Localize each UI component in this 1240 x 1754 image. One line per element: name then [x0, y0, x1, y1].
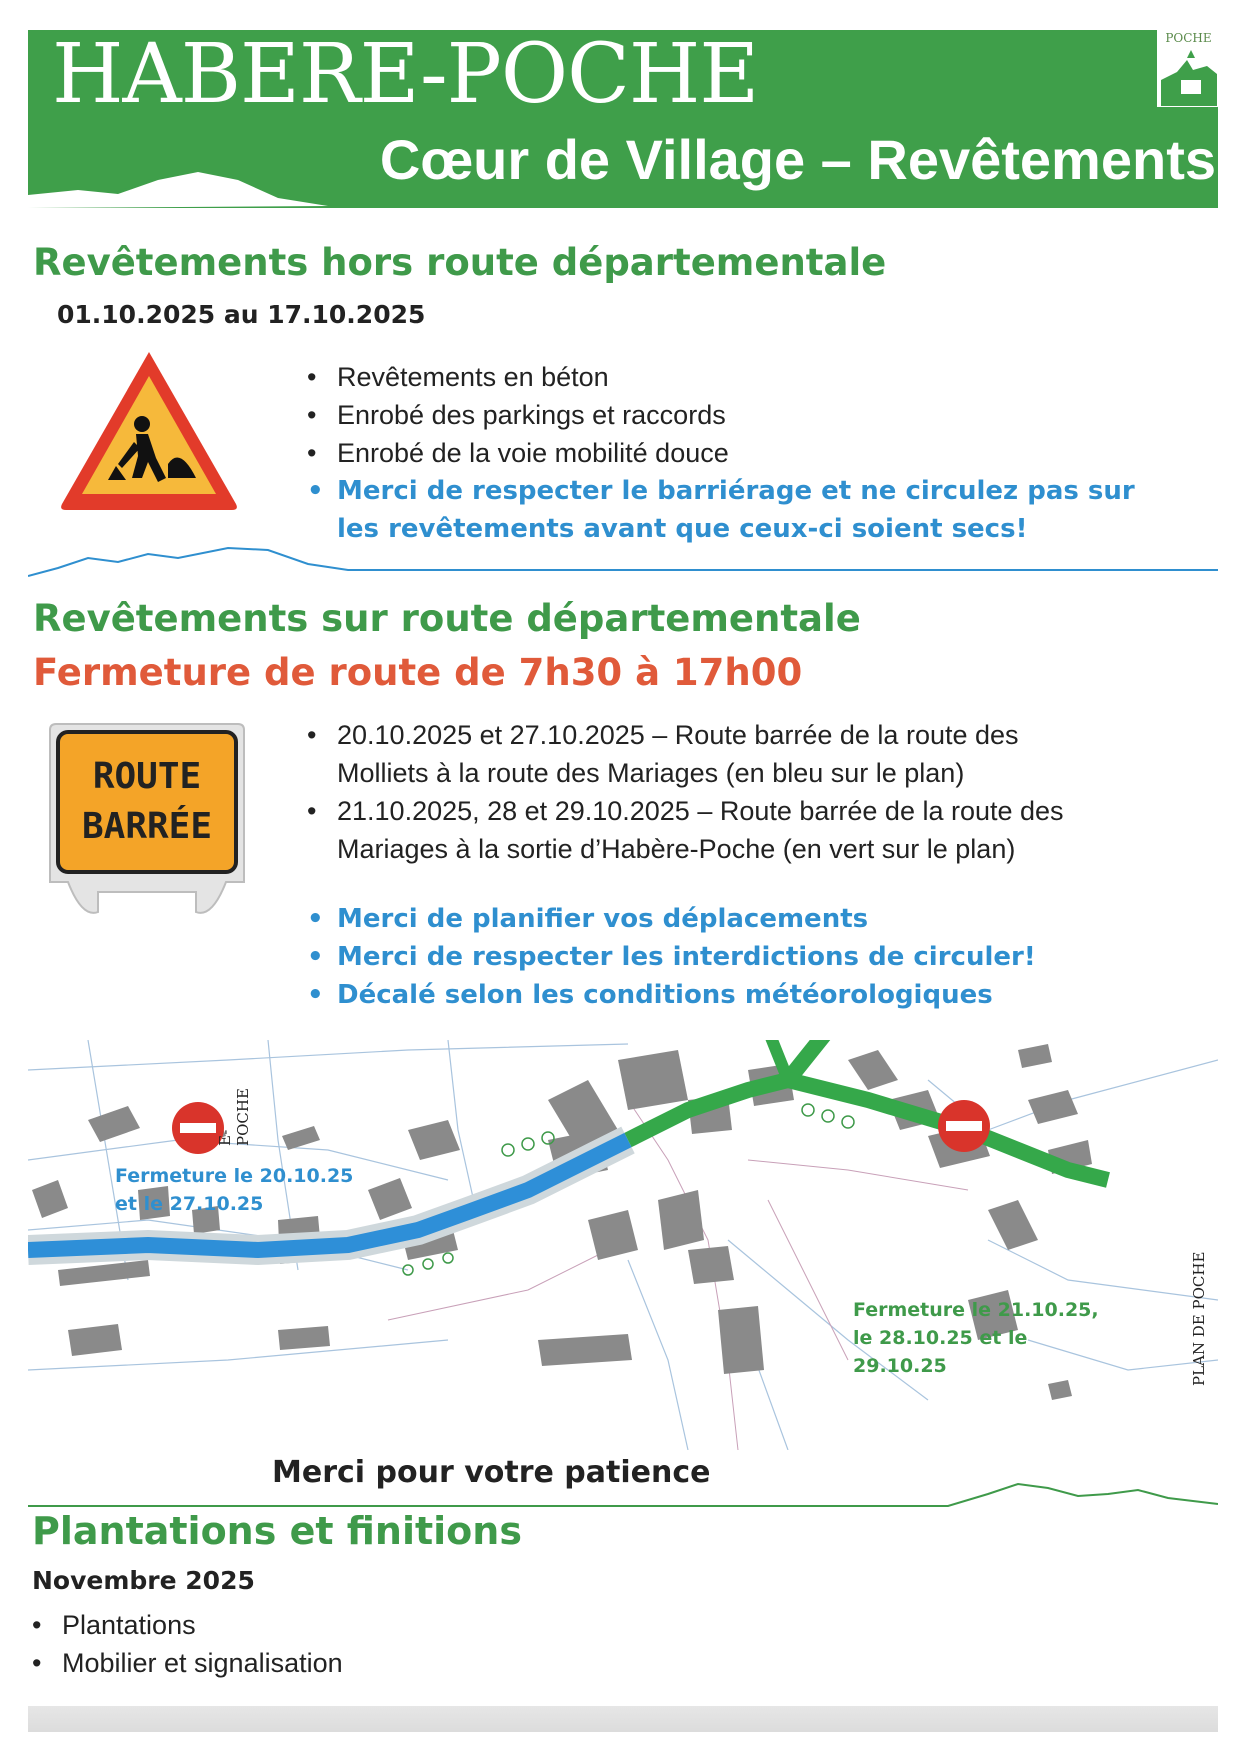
section3-list	[30, 1606, 343, 1682]
map-label-green: Fermeture le 21.10.25, le 28.10.25 et le 29.10.25	[853, 1299, 1099, 1377]
svg-text:ROUTE: ROUTE	[92, 756, 202, 797]
list-item: • Revêtements en béton	[305, 358, 1135, 396]
no-entry-icon-right	[938, 1100, 990, 1152]
section1-list	[305, 358, 1135, 548]
roadworks-sign-icon	[56, 346, 242, 514]
list-item: • Enrobé de la voie mobilité douce	[305, 434, 1135, 472]
thanks-message: Merci pour votre patience	[272, 1455, 711, 1490]
list-item-notice: • Merci de planifier vos déplacements	[305, 900, 1036, 938]
list-item: • Plantations	[30, 1606, 343, 1644]
list-item: • Enrobé des parkings et raccords	[305, 396, 1135, 434]
section3-title: Plantations et finitions	[32, 1509, 522, 1553]
section3-dates: Novembre 2025	[32, 1566, 255, 1595]
section2-list	[305, 716, 1064, 868]
footer-band	[28, 1706, 1218, 1732]
section2-notices	[305, 900, 1036, 1014]
section1-title: Revêtements hors route départementale	[33, 241, 887, 284]
list-item: • 20.10.2025 et 27.10.2025 – Route barrée de la route des Molliets à la route des Mariages (en bleu sur le plan)	[305, 716, 1064, 792]
list-item: • Mobilier et signalisation	[30, 1644, 343, 1682]
map-side-label-left: E-POCHE	[216, 1088, 252, 1146]
closure-hours: Fermeture de route de 7h30 à 17h00	[33, 651, 803, 694]
svg-text:BARRÉE: BARRÉE	[81, 806, 213, 847]
map-side-label-right: PLAN DE POCHE	[1190, 1251, 1208, 1386]
list-item-notice: • Merci de respecter les interdictions de circuler!	[305, 938, 1036, 976]
mountain-divider-blue	[28, 538, 1218, 578]
section2-title: Revêtements sur route départementale	[33, 597, 861, 640]
list-item-notice: • Décalé selon les conditions météorologiques	[305, 976, 1036, 1014]
logo-text: POCHE	[1165, 31, 1212, 45]
site-map	[28, 1040, 1218, 1450]
brand-title: HABERE-POCHE	[52, 27, 759, 122]
section1-dates: 01.10.2025 au 17.10.2025	[57, 300, 426, 329]
mountain-divider-green	[28, 1470, 1218, 1510]
map-label-blue: Fermeture le 20.10.25 et le 27.10.25	[115, 1165, 354, 1215]
list-item-notice: • Merci de respecter le barriérage et ne circulez pas sur les revêtements avant que ceux-ci soient secs!	[305, 472, 1135, 548]
route-barree-sign-icon	[46, 722, 248, 918]
banner-subtitle: Cœur de Village – Revêtements	[379, 128, 1216, 191]
list-item: • 21.10.2025, 28 et 29.10.2025 – Route barrée de la route des Mariages à la sortie d’Habère-Poche (en vert sur le plan)	[305, 792, 1064, 868]
